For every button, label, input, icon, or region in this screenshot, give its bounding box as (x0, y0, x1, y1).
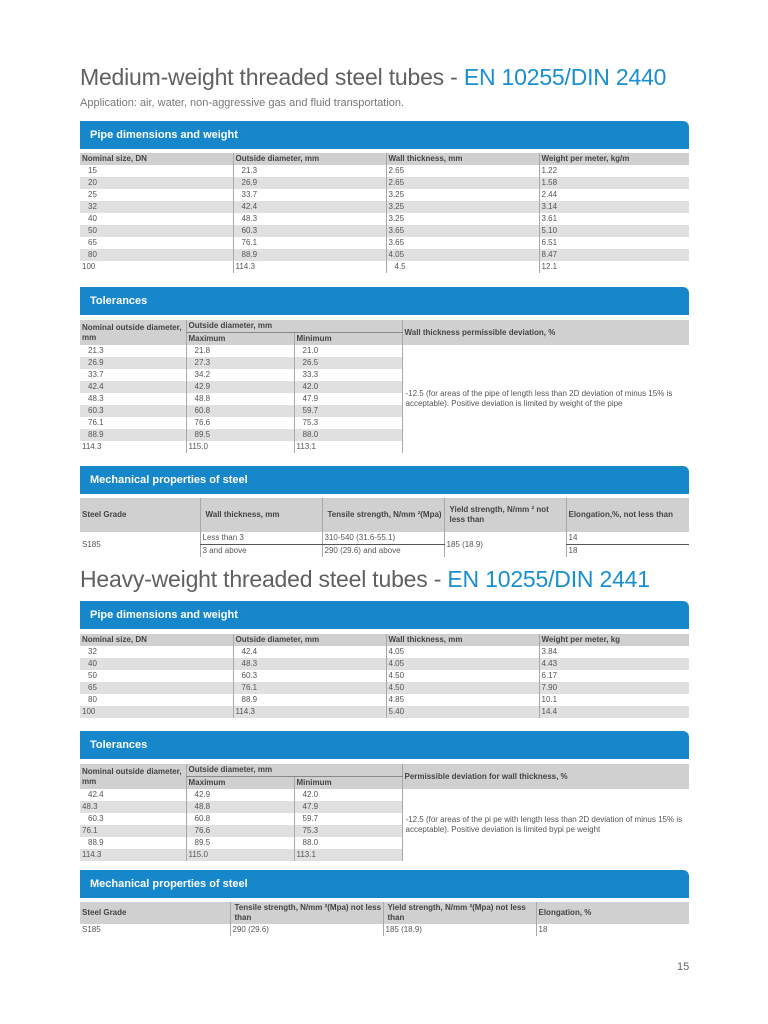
cell: 88.9 (233, 694, 386, 706)
cell: 2.65 (386, 165, 539, 177)
table-header-row (80, 320, 689, 333)
section-pipe-dimensions-medium: Pipe dimensions and weight (80, 121, 689, 149)
wall-deviation-note: -12.5 (for areas of the pipe of length less than 2D deviation of minus 15% is acceptable). Positive deviation is limited by weight of the pipe (402, 345, 689, 453)
cell: 88.9 (88, 838, 104, 847)
cell: 114.3 (82, 442, 102, 451)
cell: 59.7 (294, 405, 402, 417)
cell: 25 (88, 190, 97, 199)
section-mechanical-heavy: Mechanical properties of steel (80, 870, 689, 898)
cell: 60.3 (233, 670, 386, 682)
col-elongation: Elongation, % (536, 902, 689, 924)
cell: 4.85 (386, 694, 539, 706)
col-wall-thickness: Wall thickness, mm (386, 153, 539, 165)
cell: 65 (88, 238, 97, 247)
table-row (80, 213, 689, 225)
cell: 5.10 (539, 225, 689, 237)
col-wall-deviation: Permissible deviation for wall thickness, % (402, 764, 689, 789)
cell: 47.9 (294, 801, 402, 813)
tolerances-table-heavy (80, 764, 689, 861)
cell: 113.1 (294, 441, 402, 453)
cell: 14 (566, 532, 689, 545)
cell: 115.0 (186, 441, 294, 453)
cell: 76.1 (88, 418, 104, 427)
table-row (80, 201, 689, 213)
cell: 47.9 (294, 393, 402, 405)
cell: 26.9 (88, 358, 104, 367)
cell: 3.61 (539, 213, 689, 225)
cell: 60.3 (233, 225, 386, 237)
cell: 18 (566, 545, 689, 558)
cell: 4.43 (539, 658, 689, 670)
cell: Less than 3 (200, 532, 322, 545)
cell: 88.9 (88, 430, 104, 439)
cell: 4.05 (386, 249, 539, 261)
wall-deviation-note: -12.5 (for areas of the pi pe with length less than 2D deviation of minus 15% is acceptable). Positive deviation is limited bypi pe weight (402, 789, 689, 861)
cell: 12.1 (539, 261, 689, 273)
cell: 60.8 (186, 813, 294, 825)
table-row (80, 706, 689, 718)
cell: 18 (536, 924, 689, 936)
cell: 89.5 (186, 837, 294, 849)
cell: 42.9 (186, 789, 294, 801)
tolerances-table-medium (80, 320, 689, 453)
cell: S185 (82, 925, 101, 934)
col-nominal-outside-diameter: Nominal outside diameter, mm (82, 322, 182, 342)
cell: 75.3 (294, 825, 402, 837)
cell: 1.58 (539, 177, 689, 189)
table-header-row (80, 498, 689, 532)
cell: 76.1 (233, 682, 386, 694)
table-header-row (80, 153, 689, 165)
col-tensile-strength: Tensile strength, N/mm ²(Mpa) (322, 498, 444, 532)
cell: 88.0 (294, 429, 402, 441)
cell: 33.7 (88, 370, 104, 379)
application-text: Application: air, water, non-aggressive gas and fluid transportation. (80, 97, 405, 109)
cell: 50 (88, 671, 97, 680)
col-outside-diameter: Outside diameter, mm (233, 634, 386, 646)
cell: 42.9 (186, 381, 294, 393)
cell: 114.3 (233, 261, 386, 273)
cell: 76.6 (186, 825, 294, 837)
cell: 185 (18.9) (383, 924, 536, 936)
cell: 26.9 (233, 177, 386, 189)
cell: 8.47 (539, 249, 689, 261)
table-row (80, 165, 689, 177)
table-row (80, 646, 689, 658)
cell-yield: 185 (18.9) (444, 532, 566, 557)
cell: 40 (88, 214, 97, 223)
cell: 48.3 (82, 802, 98, 811)
cell: 6.51 (539, 237, 689, 249)
cell: 3.25 (386, 189, 539, 201)
section-mechanical-medium: Mechanical properties of steel (80, 466, 689, 494)
cell: 7.90 (539, 682, 689, 694)
cell: 100 (82, 262, 96, 271)
mechanical-table-heavy (80, 902, 689, 936)
cell: 48.3 (233, 658, 386, 670)
cell: 60.8 (186, 405, 294, 417)
cell: 21.0 (294, 345, 402, 357)
page-title-medium (80, 64, 666, 91)
col-nominal-outside-diameter: Nominal outside diameter, mm (82, 766, 182, 786)
cell: 114.3 (82, 850, 102, 859)
cell: 42.0 (294, 789, 402, 801)
title-standard: EN 10255/DIN 2441 (447, 566, 650, 592)
cell: 40 (88, 659, 97, 668)
col-maximum: Maximum (186, 777, 294, 790)
cell: 48.8 (186, 801, 294, 813)
table-row (80, 658, 689, 670)
col-yield-strength: Yield strength, N/mm ²(Mpa) not less than (383, 902, 536, 924)
col-outside-diameter: Outside diameter, mm (233, 153, 386, 165)
cell: 26.5 (294, 357, 402, 369)
cell: 76.6 (186, 417, 294, 429)
col-minimum: Minimum (294, 777, 402, 790)
cell: 4.50 (386, 682, 539, 694)
col-wall-thickness: Wall thickness, mm (200, 498, 322, 532)
table-header-row (80, 634, 689, 646)
cell: 3.25 (386, 213, 539, 225)
cell: 76.1 (82, 826, 98, 835)
cell: 80 (88, 250, 97, 259)
table-row (80, 345, 689, 357)
cell: 3.65 (386, 237, 539, 249)
col-steel-grade: Steel Grade (82, 510, 127, 519)
cell: 3.25 (386, 201, 539, 213)
cell-steel-grade: S185 (82, 539, 101, 549)
table-row (80, 532, 689, 545)
section-tolerances-heavy: Tolerances (80, 731, 689, 759)
table-row (80, 261, 689, 273)
cell: 3.84 (539, 646, 689, 658)
table-row (80, 789, 689, 801)
col-weight: Weight per meter, kg (539, 634, 689, 646)
pipe-dimensions-table-heavy (80, 634, 689, 718)
title-standard: EN 10255/DIN 2440 (463, 64, 667, 90)
cell: 4.05 (386, 658, 539, 670)
table-row (80, 694, 689, 706)
cell: 3.65 (386, 225, 539, 237)
table-row (80, 249, 689, 261)
col-wall-deviation: Wall thickness permissible deviation, % (402, 320, 689, 345)
page-number: 15 (677, 961, 690, 973)
cell: 48.3 (233, 213, 386, 225)
table-row (80, 682, 689, 694)
cell: 59.7 (294, 813, 402, 825)
table-row (80, 189, 689, 201)
cell: 88.0 (294, 837, 402, 849)
col-minimum: Minimum (294, 333, 402, 346)
col-outside-diameter: Outside diameter, mm (186, 764, 402, 777)
cell: 21.3 (88, 346, 104, 355)
col-tensile-strength: Tensile strength, N/mm ²(Mpa) not less than (230, 902, 383, 924)
table-row (80, 237, 689, 249)
cell: 42.4 (233, 201, 386, 213)
col-outside-diameter: Outside diameter, mm (186, 320, 402, 333)
cell: 2.65 (386, 177, 539, 189)
cell: 4.5 (386, 261, 539, 273)
cell: 3 and above (200, 545, 322, 558)
cell: 48.8 (186, 393, 294, 405)
cell: 27.3 (186, 357, 294, 369)
col-nominal-size: Nominal size, DN (82, 154, 147, 163)
cell: 32 (88, 202, 97, 211)
cell: 76.1 (233, 237, 386, 249)
col-steel-grade: Steel Grade (82, 908, 127, 917)
cell: 75.3 (294, 417, 402, 429)
col-wall-thickness: Wall thickness, mm (386, 634, 539, 646)
col-weight: Weight per meter, kg/m (539, 153, 689, 165)
cell: 89.5 (186, 429, 294, 441)
cell: 100 (82, 707, 96, 716)
cell: 34.2 (186, 369, 294, 381)
cell: 1.22 (539, 165, 689, 177)
cell: 14.4 (539, 706, 689, 718)
pipe-dimensions-table-medium (80, 153, 689, 273)
cell: 113.1 (294, 849, 402, 861)
cell: 10.1 (539, 694, 689, 706)
table-row (80, 924, 689, 936)
cell: 4.05 (386, 646, 539, 658)
cell: 60.3 (88, 814, 104, 823)
cell: 114.3 (233, 706, 386, 718)
page-title-heavy (80, 566, 650, 593)
table-row (80, 225, 689, 237)
title-main: Medium-weight threaded steel tubes - (80, 64, 464, 90)
cell: 3.14 (539, 201, 689, 213)
cell: 21.3 (233, 165, 386, 177)
cell: 65 (88, 683, 97, 692)
cell: 42.4 (88, 790, 104, 799)
section-pipe-dimensions-heavy: Pipe dimensions and weight (80, 601, 689, 629)
cell: 42.4 (88, 382, 104, 391)
col-elongation: Elongation,%, not less than (566, 498, 689, 532)
table-header-row (80, 764, 689, 777)
section-tolerances-medium: Tolerances (80, 287, 689, 315)
cell: 48.3 (88, 394, 104, 403)
cell: 42.4 (233, 646, 386, 658)
title-main: Heavy-weight threaded steel tubes - (80, 566, 448, 592)
table-row (80, 670, 689, 682)
cell: 33.3 (294, 369, 402, 381)
cell: 290 (29.6) and above (322, 545, 444, 558)
cell: 115.0 (186, 849, 294, 861)
col-maximum: Maximum (186, 333, 294, 346)
cell: 42.0 (294, 381, 402, 393)
table-header-row (80, 902, 689, 924)
cell: 32 (88, 647, 97, 656)
mechanical-table-medium (80, 498, 689, 557)
cell: 2.44 (539, 189, 689, 201)
col-nominal-size: Nominal size, DN (82, 635, 147, 644)
cell: 88.9 (233, 249, 386, 261)
cell: 15 (88, 166, 97, 175)
cell: 290 (29.6) (230, 924, 383, 936)
cell: 80 (88, 695, 97, 704)
cell: 20 (88, 178, 97, 187)
cell: 6.17 (539, 670, 689, 682)
cell: 21.8 (186, 345, 294, 357)
col-yield-strength: Yield strength, N/mm ² not less than (444, 498, 566, 532)
table-row (80, 177, 689, 189)
cell: 60.3 (88, 406, 104, 415)
cell: 5.40 (386, 706, 539, 718)
cell: 310-540 (31.6-55.1) (322, 532, 444, 545)
cell: 4.50 (386, 670, 539, 682)
cell: 33.7 (233, 189, 386, 201)
cell: 50 (88, 226, 97, 235)
